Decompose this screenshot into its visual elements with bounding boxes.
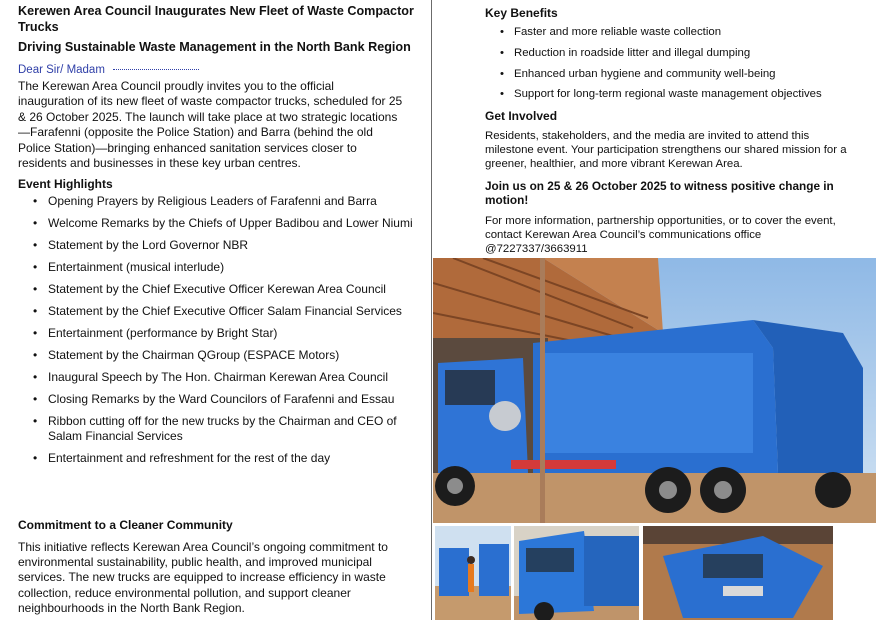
right-column <box>433 0 877 620</box>
truck-main-photo <box>433 258 876 523</box>
key-benefits-heading: Key Benefits <box>485 6 558 20</box>
list-item: • Welcome Remarks by the Chiefs of Upper Badibou and Lower Niumi <box>0 216 420 231</box>
truck-photo-small-2 <box>514 526 639 620</box>
commitment-heading: Commitment to a Cleaner Community <box>18 518 233 532</box>
list-item: • Ribbon cutting off for the new trucks by the Chairman and CEO of Salam Financial Services <box>0 414 420 443</box>
list-item: • Statement by the Chief Executive Officer Kerewan Area Council <box>0 282 420 297</box>
commitment-paragraph: This initiative reflects Kerewan Area Council’s ongoing commitment to environmental sustainability, public health, and improved municipal services. The new trucks are equipped to increase efficiency in waste collection, reduce environmental pollution, and support cleaner neighbourhoods in the North Bank Region. <box>18 540 388 615</box>
contact-paragraph: For more information, partnership opportunities, or to cover the event, contact Kerewan Area Council’s communications office @7227337/3663911 <box>485 215 836 255</box>
event-highlights-list <box>0 194 420 473</box>
salutation-dotted-line <box>113 69 199 70</box>
truck-photo-3-illustration <box>643 526 833 620</box>
list-item: • Support for long-term regional waste management objectives <box>433 87 873 101</box>
list-item: • Entertainment (performance by Bright Star) <box>0 326 420 341</box>
salutation <box>18 64 199 76</box>
list-item: • Opening Prayers by Religious Leaders of Farafenni and Barra <box>0 194 420 209</box>
list-item: • Entertainment and refreshment for the rest of the day <box>0 451 420 466</box>
truck-photo-1-illustration <box>435 526 511 620</box>
key-benefits-list <box>433 25 873 108</box>
call-to-action: Join us on 25 & 26 October 2025 to witness positive change in motion! <box>485 179 834 207</box>
list-item: • Statement by the Chief Executive Officer Salam Financial Services <box>0 304 420 319</box>
truck-main-illustration <box>433 258 876 523</box>
list-item: • Faster and more reliable waste collection <box>433 25 873 39</box>
page-title: Kerewen Area Council Inaugurates New Fleet of Waste Compactor Trucks <box>18 4 414 34</box>
get-involved-heading: Get Involved <box>485 109 558 123</box>
intro-paragraph: The Kerewan Area Council proudly invites you to the official inauguration of its new fleet of waste compactor trucks, scheduled for 25 & 26 October 2025. The launch will take place at two strategic locations—Farafenni (opposite the Police Station) and Barra (behind the old Police Station)—bringing enhanced sanitation services closer to residents and businesses in these key urban centres. <box>18 79 403 171</box>
truck-photo-2-illustration <box>514 526 639 620</box>
left-column <box>0 0 430 620</box>
get-involved-paragraph: Residents, stakeholders, and the media are invited to attend this milestone event. Your participation strengthens our shared mission for a greener, healthier, and more vibrant Kerewan Area. <box>485 130 847 170</box>
truck-photo-small-1 <box>435 526 511 620</box>
list-item: • Closing Remarks by the Ward Councilors of Farafenni and Essau <box>0 392 420 407</box>
event-highlights-heading: Event Highlights <box>18 177 113 191</box>
list-item: • Inaugural Speech by The Hon. Chairman Kerewan Area Council <box>0 370 420 385</box>
list-item: • Statement by the Lord Governor NBR <box>0 238 420 253</box>
list-item: • Enhanced urban hygiene and community well-being <box>433 67 873 81</box>
page-subtitle: Driving Sustainable Waste Management in the North Bank Region <box>18 40 411 54</box>
column-divider <box>431 0 432 620</box>
list-item: • Reduction in roadside litter and illegal dumping <box>433 46 873 60</box>
list-item: • Entertainment (musical interlude) <box>0 260 420 275</box>
list-item: • Statement by the Chairman QGroup (ESPACE Motors) <box>0 348 420 363</box>
truck-photo-small-3 <box>643 526 833 620</box>
salutation-text: Dear Sir/ Madam <box>18 64 105 76</box>
